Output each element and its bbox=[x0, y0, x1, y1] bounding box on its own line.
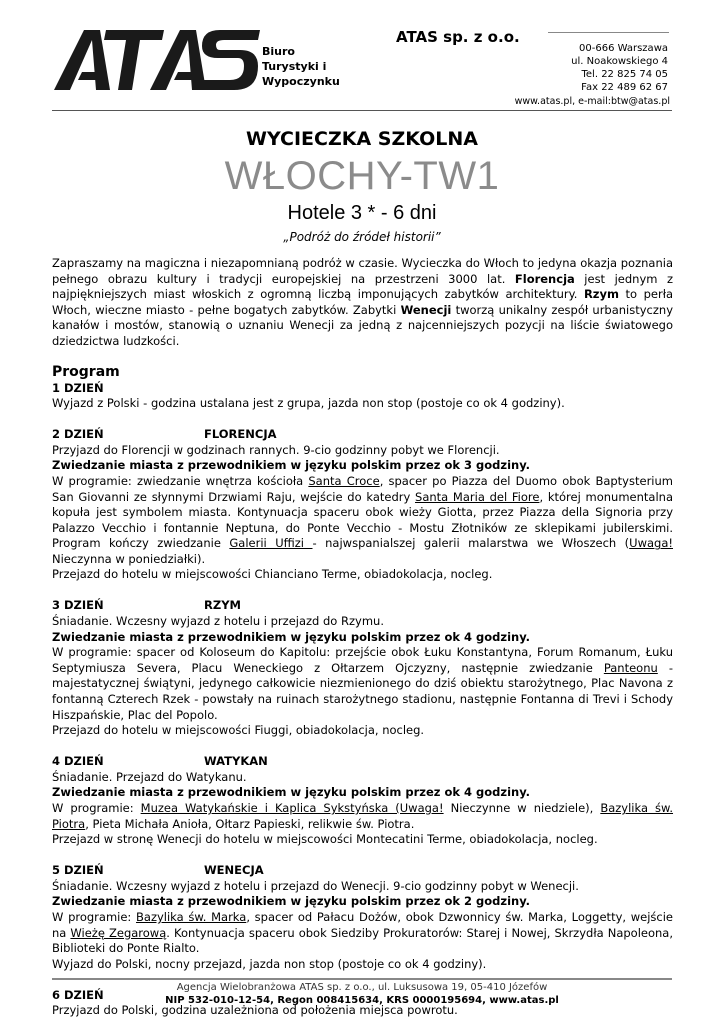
intro-text: jest jednym z najpiękniejszych miast włoskich z ogromną liczbą imponujących zabytków architektury. bbox=[52, 271, 673, 302]
intro-text: Zapraszamy na magiczna i niezapomnianą podróż w czasie. Wycieczka do Włoch to jedyna okazja poznania pełnego obrazu kultury i tradycji europejskiej na przestrzeni 3000 lat. bbox=[52, 256, 673, 286]
underlined-note: Uwaga! bbox=[629, 536, 673, 551]
day-4 bbox=[52, 754, 673, 848]
intro-text: to perła Włoch, wieczne miasto - pełne bogatych zabytków. Zabytki bbox=[52, 287, 674, 317]
tagline-line: Turystyki i bbox=[262, 60, 327, 73]
header-rule bbox=[52, 110, 672, 111]
day-text: Śniadanie. Przejazd do Watykanu. bbox=[52, 769, 247, 784]
atas-logo-graphic bbox=[52, 28, 262, 92]
day-text: Śniadanie. Wczesny wyjazd z hotelu i przejazd do Wenecji. 9-cio godzinny pobyt w Wenecji. bbox=[52, 878, 579, 893]
day-city: WENECJA bbox=[204, 863, 264, 878]
program-text: , której monumentalna kopuła jest symbolem miasta. Kontynuacja spaceru obok wieży Giotta, przez Piazza della Signoria przy Palazzo Vecchio i fontannie Neptuna, do Ponte Vecchio - Mostu Złotników ze sklepikami jubilerskimi. Program kończy zwiedzanie bbox=[52, 489, 673, 551]
website-email: www.atas.pl, e-mail:btw@atas.pl bbox=[514, 96, 670, 107]
program-text: , spacer od Pałacu Dożów, obok Dzwonnicy św. Marka, Loggetty, wejście na bbox=[52, 909, 674, 940]
day-number: 6 DZIEŃ bbox=[52, 987, 104, 1002]
day-number: 3 DZIEŃ bbox=[52, 598, 104, 613]
trip-motto: „Podróż do źródeł historii” bbox=[283, 230, 441, 244]
day-text: Przyjazd do Florencji w godzinach rannych. 9-cio godzinny pobyt we Florencji. bbox=[52, 442, 500, 457]
day-program bbox=[52, 801, 673, 832]
program-text: Nieczynne w niedziele), bbox=[443, 800, 601, 815]
day-text: Śniadanie. Wczesny wyjazd z hotelu i przejazd do Rzymu. bbox=[52, 614, 384, 629]
day-city: FLORENCJA bbox=[204, 427, 277, 442]
program-text: . Kontynuacja spaceru obok Siedziby Prokuratorów: Starej i Nowej, Skrzydła Napoleona, Biblioteki do Ponte Rialto. bbox=[52, 925, 673, 956]
address-line: 00-666 Warszawa bbox=[579, 43, 668, 54]
phone-line: Tel. 22 825 74 05 bbox=[581, 69, 668, 80]
day-text: Wyjazd do Polski, nocny przejazd, jazda non stop (postoje co ok 4 godziny). bbox=[52, 956, 487, 971]
hotel-duration: Hotele 3 * - 6 dni bbox=[287, 202, 437, 224]
underlined-place: Wieżę Zegarową bbox=[70, 925, 167, 940]
day-text: Przejazd w stronę Wenecji do hotelu w miejscowości Montecatini Terme, obiadokolacja, nocleg. bbox=[52, 832, 598, 847]
day-program bbox=[52, 474, 673, 568]
guide-note: Zwiedzanie miasta z przewodnikiem w języku polskim przez ok 3 godziny. bbox=[52, 458, 531, 473]
underlined-place: Panteonu bbox=[603, 660, 658, 675]
program-heading: Program bbox=[52, 363, 120, 380]
day-header bbox=[52, 863, 673, 879]
program-text: - majestatycznej świątyni, jedynego całkowicie niezmienionego do dziś obiektu starożytnego, Plac Navona z fontanną Czterech Rzek - powstały na ruinach starożytnego stadionu, następnie Fontanna di Trevi i Schody Hiszpańskie, Plac del Popolo. bbox=[52, 660, 673, 722]
day-text: Przejazd do hotelu w miejscowości Fiuggi, obiadokolacja, nocleg. bbox=[52, 723, 425, 738]
day-program bbox=[52, 910, 673, 957]
footer-address: Agencja Wielobranżowa ATAS sp. z o.o., ul. Luksusowa 19, 05-410 Józefów bbox=[176, 982, 548, 993]
agency-tagline bbox=[262, 44, 340, 89]
tagline-line: Wypoczynku bbox=[262, 75, 340, 88]
fax-line: Fax 22 489 62 67 bbox=[581, 82, 668, 93]
program-text: , Pieta Michała Anioła, Ołtarz Papieski, relikwie św. Piotra. bbox=[85, 816, 415, 831]
day-header bbox=[52, 598, 673, 614]
underlined-place: Galerii Uffizi bbox=[229, 536, 313, 551]
underlined-place: Bazylika św. Piotra bbox=[52, 800, 674, 831]
day-program bbox=[52, 645, 673, 723]
day-number: 1 DZIEŃ bbox=[52, 380, 104, 395]
day-city: RZYM bbox=[204, 598, 241, 613]
day-number: 2 DZIEŃ bbox=[52, 427, 104, 442]
day-city: WATYKAN bbox=[204, 754, 268, 769]
guide-note: Zwiedzanie miasta z przewodnikiem w języku polskim przez ok 4 godziny. bbox=[52, 785, 531, 800]
program-text: W programie: bbox=[52, 800, 141, 815]
trip-type-title: WYCIECZKA SZKOLNA bbox=[246, 128, 478, 150]
day-2 bbox=[52, 427, 673, 583]
program-text: W programie: bbox=[52, 909, 137, 924]
intro-bold-rzym: Rzym bbox=[583, 287, 619, 302]
intro-paragraph bbox=[52, 256, 673, 350]
underlined-place: Muzea Watykańskie i Kaplica Sykstyńska (Uwaga! bbox=[140, 800, 444, 815]
day-3 bbox=[52, 598, 673, 738]
tagline-line: Biuro bbox=[262, 45, 295, 58]
guide-note: Zwiedzanie miasta z przewodnikiem w języku polskim przez ok 4 godziny. bbox=[52, 629, 531, 644]
program-text: Nieczynna w poniedziałki). bbox=[52, 551, 206, 566]
day-header bbox=[52, 427, 673, 443]
header-divider bbox=[548, 32, 669, 33]
day-text: Przejazd do hotelu w miejscowości Chianciano Terme, obiadokolacja, nocleg. bbox=[52, 567, 493, 582]
guide-note: Zwiedzanie miasta z przewodnikiem w języku polskim przez ok 2 godziny. bbox=[52, 894, 531, 909]
program-text: - najwspanialszej galerii malarstwa we Włoszech ( bbox=[312, 536, 630, 551]
company-address bbox=[540, 42, 668, 94]
intro-text: tworzą unikalny zespół urbanistyczny kanałów i mostów, stanowią o uznaniu Wenecji za jedną z najcenniejszych pozycji na liście światowego dziedzictwa ludzkości. bbox=[52, 302, 674, 348]
document-body bbox=[52, 256, 673, 1034]
trip-name-title: WŁOCHY-TW1 bbox=[224, 154, 500, 198]
day-number: 4 DZIEŃ bbox=[52, 754, 104, 769]
day-header bbox=[52, 381, 673, 397]
company-name: ATAS sp. z o.o. bbox=[396, 28, 520, 46]
day-5 bbox=[52, 863, 673, 972]
program-text: W programie: zwiedzanie wnętrza kościoła bbox=[52, 473, 309, 488]
underlined-place: Santa Croce bbox=[308, 473, 380, 488]
underlined-place: Santa Maria del Fiore bbox=[415, 489, 540, 504]
underlined-place: Bazylika św. Marka bbox=[136, 909, 247, 924]
footer-rule bbox=[52, 978, 672, 980]
intro-bold-wenecji: Wenecji bbox=[400, 302, 452, 317]
atas-logo bbox=[52, 28, 262, 92]
day-header bbox=[52, 754, 673, 770]
day-text: Wyjazd z Polski - godzina ustalana jest z grupa, jazda non stop (postoje co ok 4 godziny). bbox=[52, 396, 565, 411]
footer-registration: NIP 532-010-12-54, Regon 008415634, KRS 0000195694, www.atas.pl bbox=[165, 995, 559, 1006]
day-text: Przyjazd do Polski, godzina uzależniona od położenia miejsca powrotu. bbox=[52, 1003, 458, 1018]
address-line: ul. Noakowskiego 4 bbox=[571, 56, 668, 67]
day-1 bbox=[52, 381, 673, 412]
day-number: 5 DZIEŃ bbox=[52, 863, 104, 878]
intro-bold-florencja: Florencja bbox=[514, 271, 575, 286]
program-text: W programie: spacer od Koloseum do Kapitolu: przejście obok Łuku Konstantyna, Forum Romanum, Łuku Septymiusza Severa, Placu Weneckiego z Ołtarzem Ojczyzny, następnie zwiedzanie bbox=[52, 645, 673, 675]
program-text: , spacer po Piazza del Duomo obok Baptysterium San Giovanni ze słynnymi Drzwiami Raju, wejście do katedry bbox=[52, 473, 673, 504]
